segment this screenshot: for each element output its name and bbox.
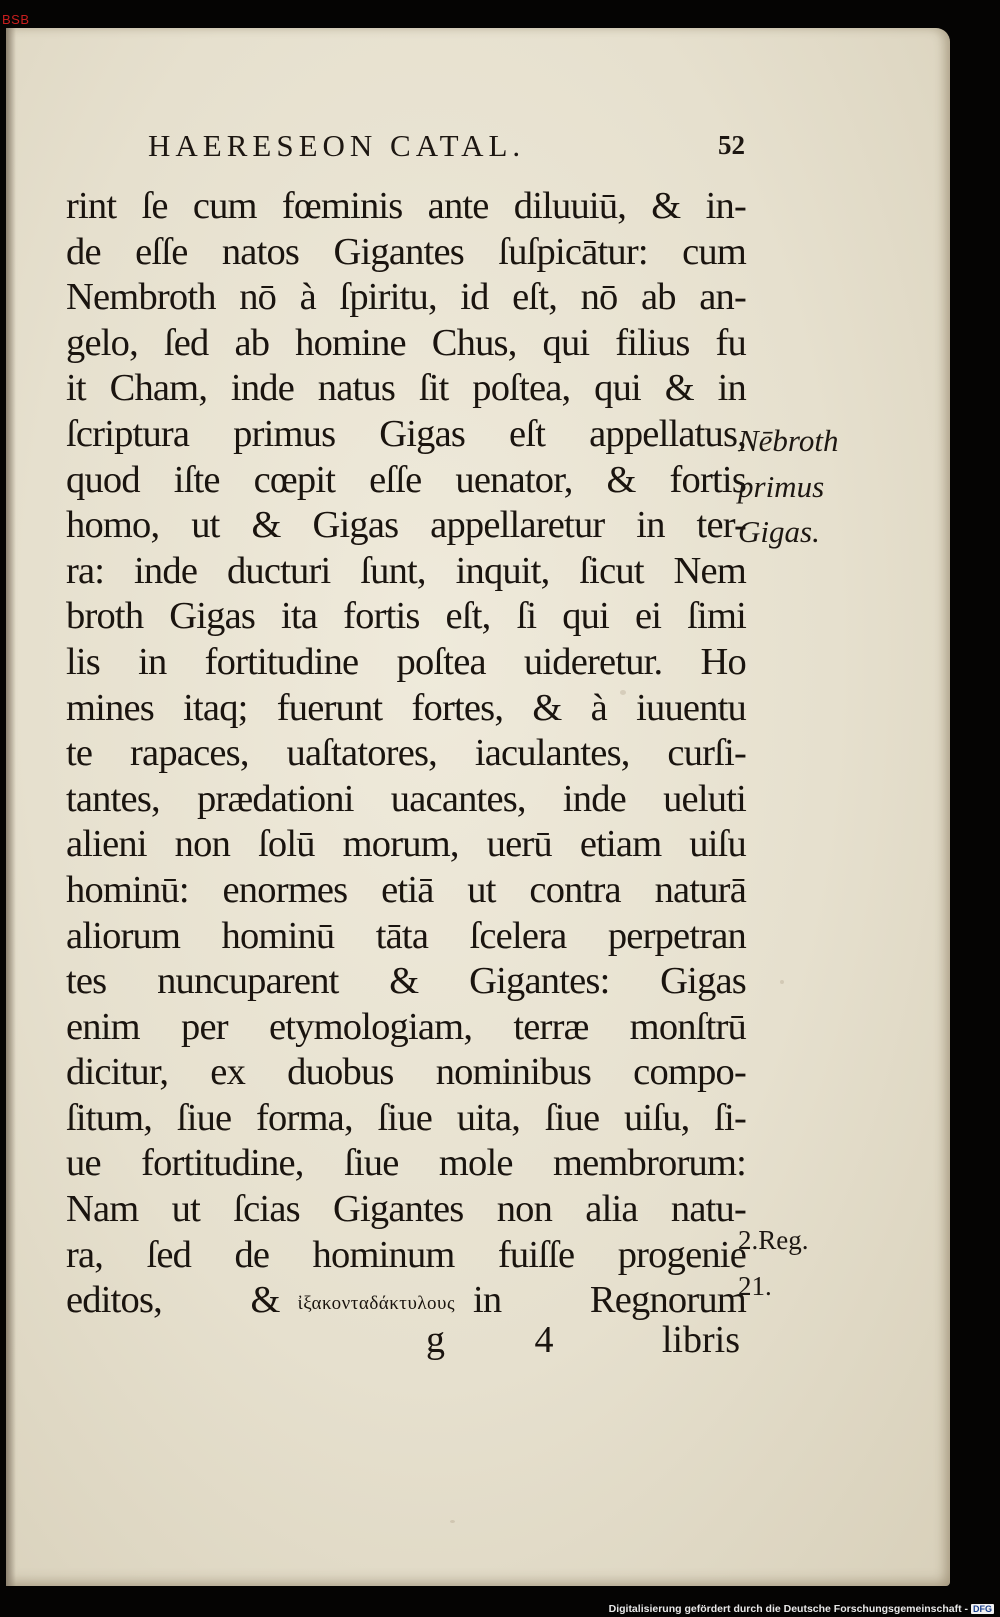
text-line-last xyxy=(66,1278,746,1324)
text-line: hominū: enormes etiā ut contra naturā xyxy=(66,868,746,911)
text-line: Nembroth nō à ſpiritu, id eſt, nō ab an- xyxy=(66,276,746,319)
marginal-note-line: Nēbroth xyxy=(738,423,839,458)
library-mark: BSB xyxy=(2,12,30,27)
marginal-note-line: primus xyxy=(738,468,825,504)
text-line: homo, ut & Gigas appellaretur in ter- xyxy=(66,504,746,547)
catchword: libris xyxy=(661,1319,740,1361)
body-text xyxy=(66,184,746,1324)
text-line: tantes, prædationi uacantes, inde ueluti xyxy=(66,777,746,820)
signature-mark: g 4 xyxy=(426,1319,594,1361)
text-line: mines itaq; fuerunt fortes, & à iuuentu xyxy=(66,686,746,729)
paper-stain xyxy=(450,1520,455,1523)
text-line: aliorum hominū tāta ſcelera perpetran xyxy=(66,914,746,957)
marginal-note-line: 21. xyxy=(738,1270,772,1301)
text-line: te rapaces, uaſtatores, iaculantes, curſi- xyxy=(66,732,746,775)
page-number: 52 xyxy=(718,130,745,160)
greek-word: ἰξακονταδάκτυλους xyxy=(297,1293,455,1315)
text-line: ue fortitudine, ſiue mole membrorum: xyxy=(66,1142,746,1185)
text-line: it Cham, inde natus ſit poſtea, qui & in xyxy=(66,367,746,410)
text-line: tes nuncuparent & Gigantes: Gigas xyxy=(66,960,746,1003)
text-line: ſcriptura primus Gigas eſt appellatus, xyxy=(66,412,746,455)
running-title: HAERESEON CATAL. xyxy=(148,128,526,163)
funding-credit xyxy=(609,1603,994,1615)
text-line: ra, ſed de hominum fuiſſe progenie xyxy=(66,1233,746,1276)
text-line: dicitur, ex duobus nominibus compo- xyxy=(66,1051,746,1094)
running-head xyxy=(148,128,748,172)
page-gutter-shadow xyxy=(6,28,16,1586)
dfg-logo: DFG xyxy=(973,1604,992,1614)
marginal-note-reference xyxy=(738,1218,809,1309)
page-footer xyxy=(66,1318,746,1368)
text-line: broth Gigas ita fortis eſt, ſi qui ei ſimi xyxy=(66,595,746,638)
last-line-end: in Regnorum xyxy=(473,1279,746,1322)
credit-text: Digitalisierung gefördert durch die Deutsche Forschungsgemeinschaft - xyxy=(608,1603,968,1615)
text-line: gelo, ſed ab homine Chus, qui filius fu xyxy=(66,321,746,364)
text-line: Nam ut ſcias Gigantes non alia natu- xyxy=(66,1188,746,1231)
text-line: lis in fortitudine poſtea uideretur. Ho xyxy=(66,640,746,683)
text-line: de eſſe natos Gigantes ſuſpicātur: cum xyxy=(66,230,746,273)
text-line: quod iſte cœpit eſſe uenator, & fortis xyxy=(66,458,746,501)
text-line: ſitum, ſiue forma, ſiue uita, ſiue uiſu, ſi- xyxy=(66,1096,746,1139)
marginal-note-line: 2.Reg. xyxy=(738,1225,809,1255)
marginal-note-nebroth xyxy=(738,418,838,555)
text-line: alieni non ſolū morum, uerū etiam uiſu xyxy=(66,823,746,866)
marginal-note-line: Gigas. xyxy=(738,514,820,550)
text-line: ra: inde ducturi ſunt, inquit, ſicut Nem xyxy=(66,549,746,592)
paper-stain xyxy=(780,980,784,984)
last-line-start: editos, & xyxy=(66,1279,280,1322)
text-line: rint ſe cum fœminis ante diluuiū, & in- xyxy=(66,185,746,227)
text-line: enim per etymologiam, terræ monſtrū xyxy=(66,1005,746,1048)
